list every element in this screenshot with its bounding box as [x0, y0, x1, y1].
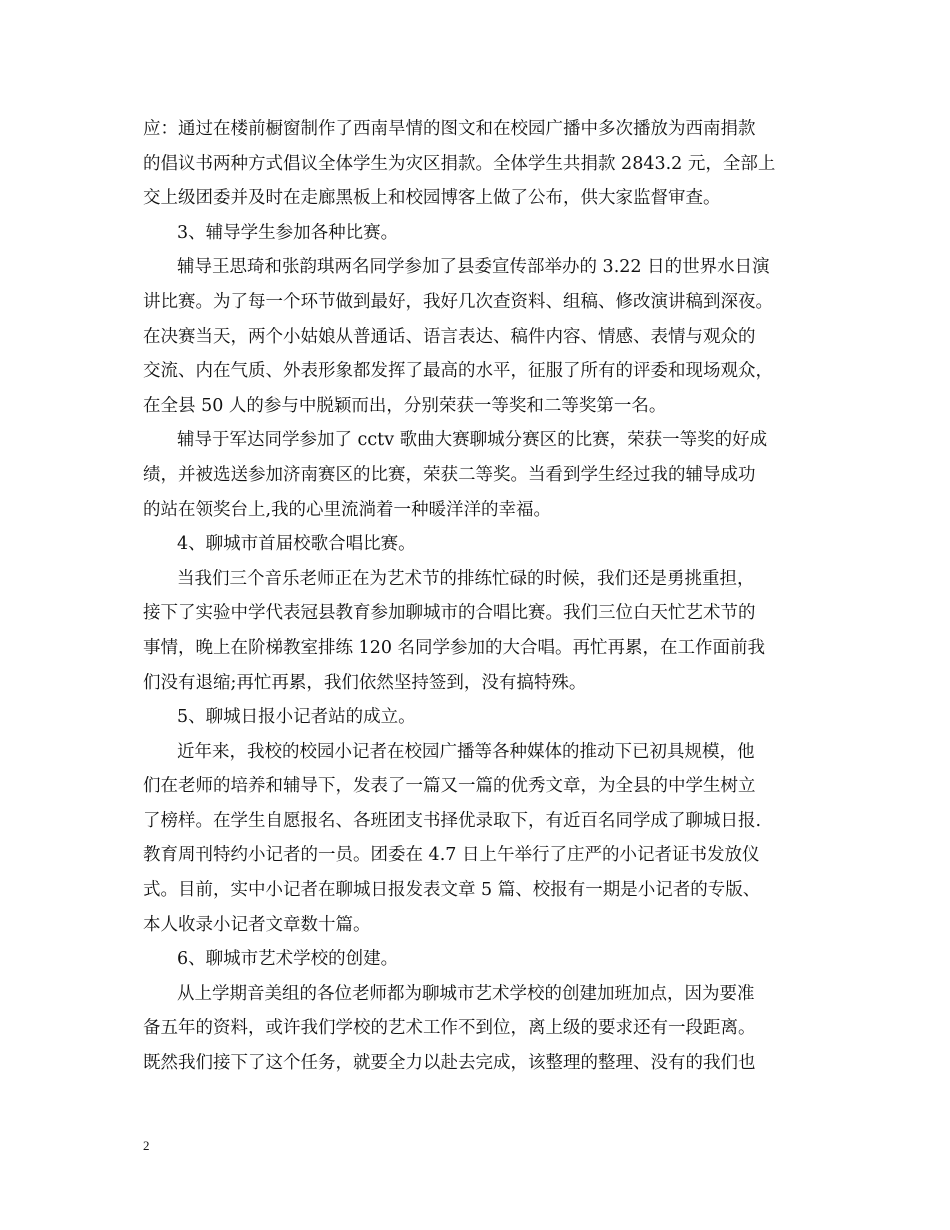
text-line: 了榜样。在学生自愿报名、各班团支书择优录取下，有近百名同学成了聊城日报.	[143, 810, 762, 831]
text-line: 们在老师的培养和辅导下，发表了一篇又一篇的优秀文章，为全县的中学生树立	[143, 776, 756, 797]
text-line: 辅导于军达同学参加了 cctv 歌曲大赛聊城分赛区的比赛，荣获一等奖的好成	[177, 430, 768, 451]
text-line: 们没有退缩;再忙再累，我们依然坚持签到，没有搞特殊。	[143, 672, 587, 693]
text-line: 在全县 50 人的参与中脱颖而出，分别荣获一等奖和二等奖第一名。	[143, 395, 667, 416]
text-line: 事情，晚上在阶梯教室排练 120 名同学参加的大合唱。再忙再累，在工作面前我	[143, 637, 766, 658]
text-line: 当我们三个音乐老师正在为艺术节的排练忙碌的时候，我们还是勇挑重担，	[177, 568, 755, 589]
text-line: 讲比赛。为了每一个环节做到最好，我好几次查资料、组稿、修改演讲稿到深夜。	[143, 291, 773, 312]
text-line: 既然我们接下了这个任务，就要全力以赴去完成，该整理的整理、没有的我们也	[143, 1053, 756, 1074]
text-line: 近年来，我校的校园小记者在校园广播等各种媒体的推动下已初具规模，他	[177, 741, 755, 762]
document-body	[143, 112, 811, 1081]
text-line: 交流、内在气质、外表形象都发挥了最高的水平，征服了所有的评委和现场观众，	[143, 361, 773, 382]
text-line: 的站在领奖台上,我的心里流淌着一种暖洋洋的幸福。	[143, 499, 552, 520]
text-line: 从上学期音美组的各位老师都为聊城市艺术学校的创建加班加点，因为要准	[177, 983, 755, 1004]
text-line: 辅导王思琦和张韵琪两名同学参加了县委宣传部举办的 3.22 日的世界水日演	[177, 257, 770, 278]
text-line: 在决赛当天，两个小姑娘从普通话、语言表达、稿件内容、情感、表情与观众的	[143, 326, 756, 347]
text-line: 式。目前，实中小记者在聊城日报发表文章 5 篇、校报有一期是小记者的专版、	[143, 880, 761, 901]
text-line: 接下了实验中学代表冠县教育参加聊城市的合唱比赛。我们三位白天忙艺术节的	[143, 603, 756, 624]
text-line: 交上级团委并及时在走廊黑板上和校园博客上做了公布，供大家监督审查。	[143, 188, 721, 209]
page-number: 2	[143, 1138, 150, 1153]
text-line: 备五年的资料，或许我们学校的艺术工作不到位，离上级的要求还有一段距离。	[143, 1018, 756, 1039]
section-heading: 5、聊城日报小记者站的成立。	[177, 707, 416, 728]
text-line: 绩，并被选送参加济南赛区的比赛，荣获二等奖。当看到学生经过我的辅导成功	[143, 464, 756, 485]
text-line: 应：通过在楼前橱窗制作了西南旱情的图文和在校园广播中多次播放为西南捐款	[143, 119, 756, 139]
section-heading: 3、辅导学生参加各种比赛。	[177, 222, 399, 243]
section-heading: 4、聊城市首届校歌合唱比赛。	[177, 534, 416, 555]
text-line: 教育周刊特约小记者的一员。团委在 4.7 日上午举行了庄严的小记者证书发放仪	[143, 845, 760, 866]
section-heading: 6、聊城市艺术学校的创建。	[177, 949, 399, 970]
text-line: 本人收录小记者文章数十篇。	[143, 914, 371, 935]
text-line: 的倡议书两种方式倡议全体学生为灾区捐款。全体学生共捐款 2843.2 元，全部上	[143, 153, 776, 174]
